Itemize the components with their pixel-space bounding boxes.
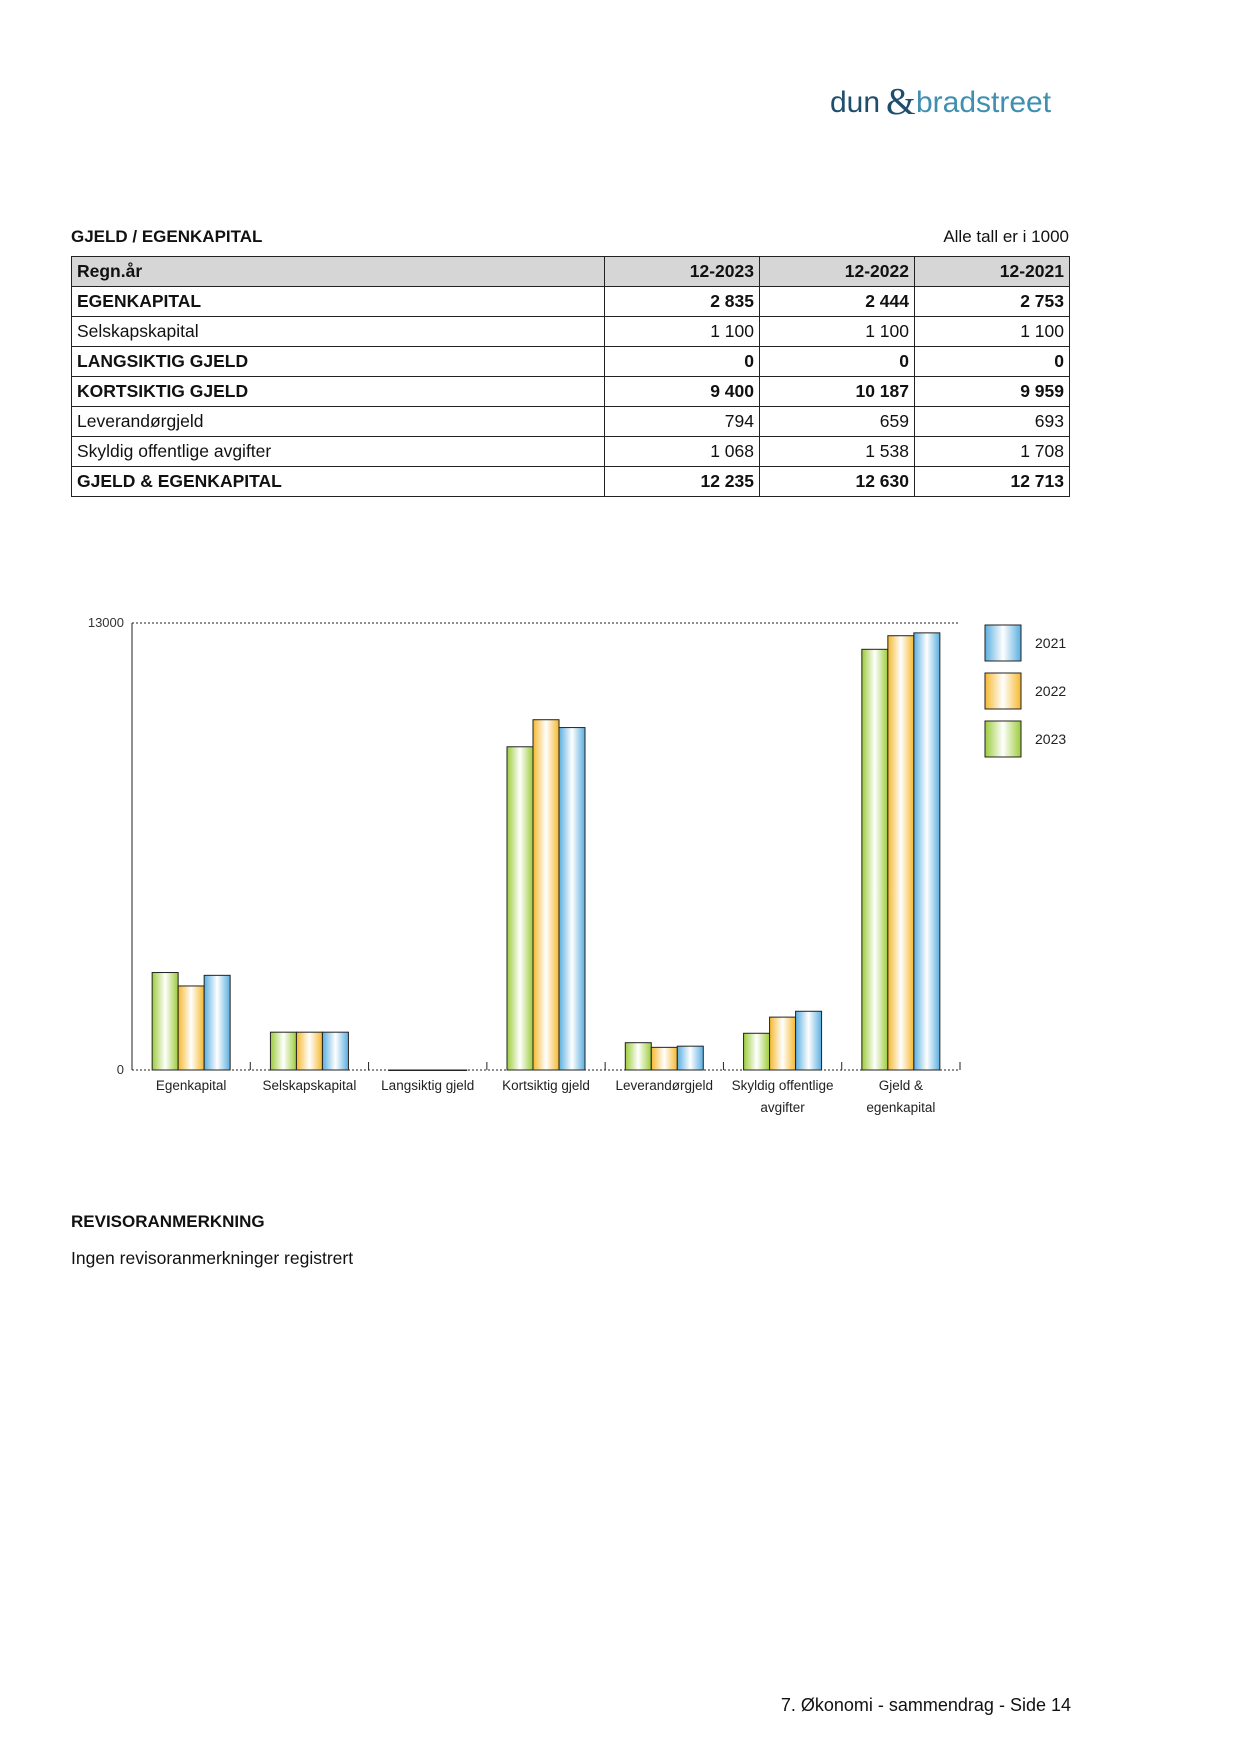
table-row xyxy=(72,347,1070,377)
table-row xyxy=(72,377,1070,407)
legend-label: 2022 xyxy=(1035,683,1067,699)
bar-2023 xyxy=(744,1033,770,1070)
bar-2022 xyxy=(296,1032,322,1070)
row-value: 1 100 xyxy=(605,317,760,347)
x-tick-label: Selskapskapital xyxy=(262,1078,357,1093)
row-value: 1 538 xyxy=(760,437,915,467)
bar-2023 xyxy=(152,973,178,1070)
row-value: 2 444 xyxy=(760,287,915,317)
table-row xyxy=(72,437,1070,467)
row-value: 2 835 xyxy=(605,287,760,317)
bar-2021 xyxy=(441,1070,467,1071)
logo-text-dun: dun xyxy=(830,86,881,119)
bar-2023 xyxy=(625,1043,651,1070)
header-label: Regn.år xyxy=(72,257,605,287)
page-footer: 7. Økonomi - sammendrag - Side 14 xyxy=(780,1695,1071,1715)
header-col-2021: 12-2021 xyxy=(915,257,1070,287)
logo-ampersand: & xyxy=(886,81,916,123)
bar-2022 xyxy=(415,1070,441,1071)
row-value: 693 xyxy=(915,407,1070,437)
legend-swatch-2023 xyxy=(985,721,1021,757)
row-value: 659 xyxy=(760,407,915,437)
bar-2022 xyxy=(770,1017,796,1070)
bar-2021 xyxy=(677,1046,703,1070)
header-col-2022: 12-2022 xyxy=(760,257,915,287)
row-label: EGENKAPITAL xyxy=(72,287,605,317)
row-label: Skyldig offentlige avgifter xyxy=(72,437,605,467)
x-tick-label: Langsiktig gjeld xyxy=(381,1078,475,1093)
x-tick-label: egenkapital xyxy=(866,1100,936,1115)
x-tick-label: avgifter xyxy=(760,1100,805,1115)
bar-2022 xyxy=(533,720,559,1070)
row-label: Leverandørgjeld xyxy=(72,407,605,437)
bar-2023 xyxy=(270,1032,296,1070)
row-label: Selskapskapital xyxy=(72,317,605,347)
row-value: 1 708 xyxy=(915,437,1070,467)
row-value: 0 xyxy=(605,347,760,377)
x-tick-label: Gjeld & xyxy=(878,1078,923,1093)
row-label: GJELD & EGENKAPITAL xyxy=(72,467,605,497)
bar-2022 xyxy=(178,986,204,1070)
x-tick-label: Leverandørgjeld xyxy=(615,1078,714,1093)
bar-2021 xyxy=(914,633,940,1070)
x-tick-label: Skyldig offentlige xyxy=(731,1078,834,1093)
table-row xyxy=(72,317,1070,347)
row-value: 12 630 xyxy=(760,467,915,497)
debt-equity-table xyxy=(71,256,1070,497)
revisor-text: Ingen revisoranmerkninger registrert xyxy=(71,1248,354,1268)
bar-2021 xyxy=(322,1032,348,1070)
row-value: 10 187 xyxy=(760,377,915,407)
bar-2023 xyxy=(507,747,533,1070)
header-col-2023: 12-2023 xyxy=(605,257,760,287)
bar-2023 xyxy=(389,1070,415,1071)
legend-label: 2021 xyxy=(1035,635,1067,651)
legend-swatch-2021 xyxy=(985,625,1021,661)
row-value: 12 713 xyxy=(915,467,1070,497)
bar-2021 xyxy=(204,975,230,1070)
row-value: 9 959 xyxy=(915,377,1070,407)
row-value: 2 753 xyxy=(915,287,1070,317)
revisor-title: REVISORANMERKNING xyxy=(71,1212,265,1231)
debt-equity-bar-chart xyxy=(70,610,1080,1130)
bar-2021 xyxy=(796,1011,822,1070)
table-row xyxy=(72,287,1070,317)
y-tick-label: 13000 xyxy=(87,615,124,630)
row-value: 1 068 xyxy=(605,437,760,467)
legend-swatch-2022 xyxy=(985,673,1021,709)
bar-2022 xyxy=(888,636,914,1070)
row-value: 9 400 xyxy=(605,377,760,407)
row-label: KORTSIKTIG GJELD xyxy=(72,377,605,407)
logo-text-bradstreet: bradstreet xyxy=(916,86,1052,119)
row-value: 1 100 xyxy=(915,317,1070,347)
table-row xyxy=(72,467,1070,497)
row-value: 12 235 xyxy=(605,467,760,497)
table-header-row xyxy=(72,257,1070,287)
bar-2023 xyxy=(862,649,888,1070)
x-tick-label: Kortsiktig gjeld xyxy=(502,1078,590,1093)
bar-2022 xyxy=(651,1047,677,1070)
table-row xyxy=(72,407,1070,437)
row-value: 0 xyxy=(915,347,1070,377)
section-title: GJELD / EGENKAPITAL xyxy=(71,227,263,246)
legend-label: 2023 xyxy=(1035,731,1067,747)
x-tick-label: Egenkapital xyxy=(155,1078,227,1093)
bar-2021 xyxy=(559,728,585,1070)
row-value: 794 xyxy=(605,407,760,437)
y-tick-label: 0 xyxy=(116,1062,124,1077)
row-label: LANGSIKTIG GJELD xyxy=(72,347,605,377)
dun-bradstreet-logo xyxy=(820,70,1070,130)
row-value: 0 xyxy=(760,347,915,377)
row-value: 1 100 xyxy=(760,317,915,347)
unit-note: Alle tall er i 1000 xyxy=(943,227,1069,246)
